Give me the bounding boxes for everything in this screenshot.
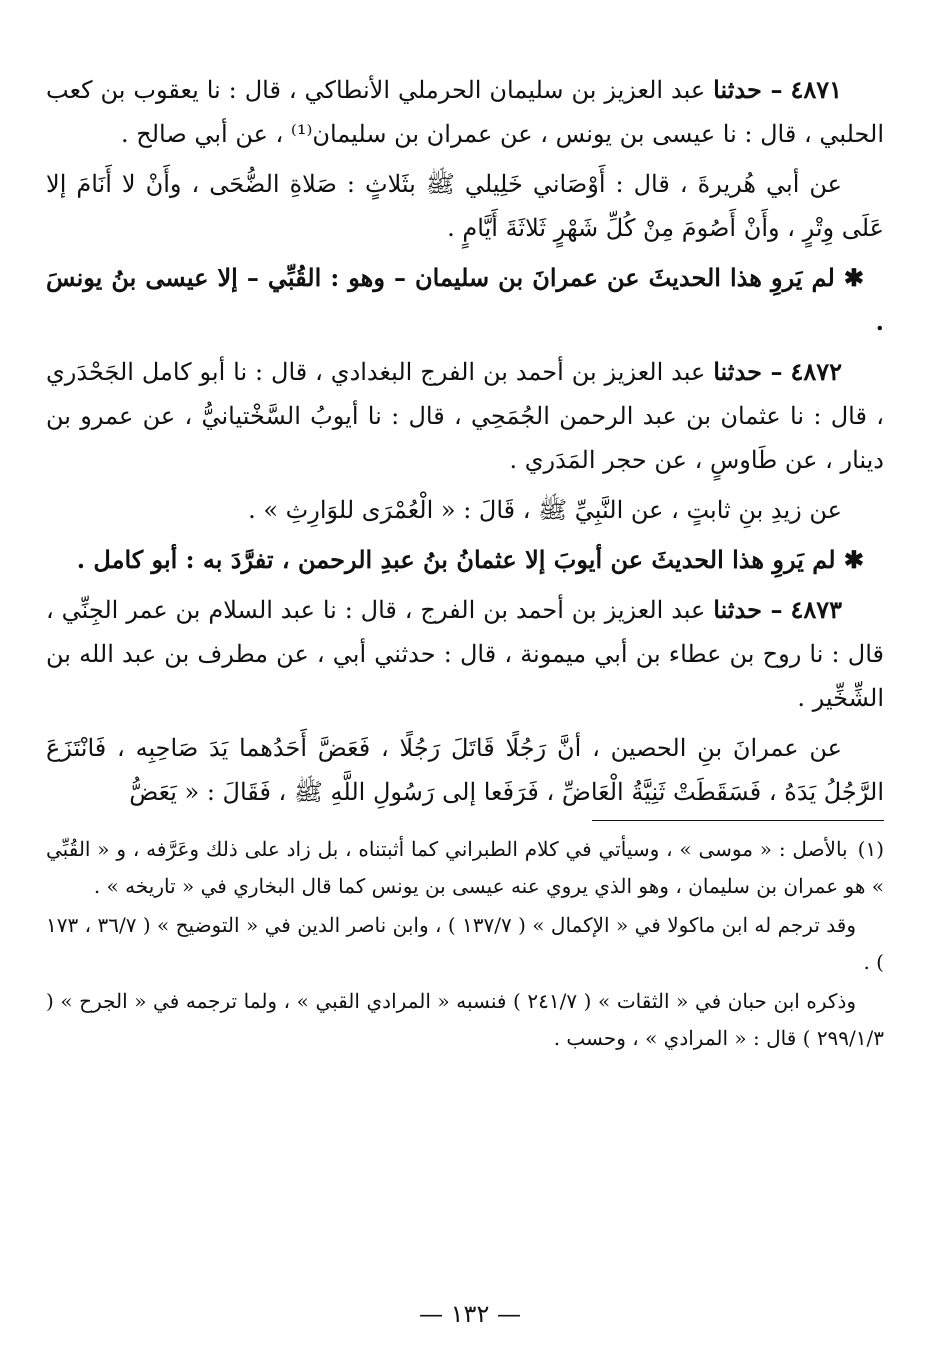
hadith-number: ٤٨٧٢ [790,357,842,386]
hadith-4873-matn: عن عمرانَ بنِ الحصين ، أنَّ رَجُلًا قَاتَلَ رَجُلًا ، فَعَضَّ أَحَدُهما يَدَ صَاحِبِه ، فَانْتَزَعَ الرَّجُلُ يَدَهُ ، فَسَقَطَتْ ثَنِيَّةُ الْعَاضِّ ، فَرَفَعا إلى رَسُولِ اللَّهِ ﷺ ، فَقَالَ : « يَعَضُّ [46,734,884,806]
footnote-text: بالأصل : « موسى » ، وسيأتي في كلام الطبراني كما أثبتناه ، بل زاد على ذلك وعَرَّفه ، و « القُبِّي » هو عمران بن سليمان ، وهو الذي يروي عنه عيسى بن يونس كما قال البخاري في « تاريخه » . [46,837,884,898]
hadith-number: ٤٨٧١ [790,75,842,104]
hadith-4871-note [46,256,884,344]
footnote-marker: (١) [857,837,884,861]
isnad-text: عبد العزيز بن أحمد بن الفرج البغدادي ، قال : نا أبو كامل الجَحْدَري ، قال : نا عثمان بن عبد الرحمن الجُمَحِي ، قال : نا أيوبُ السَّخْتيانيُّ ، عن عمرو بن دينار ، عن طَاوسٍ ، عن حجر المَدَري . [46,358,884,474]
hadith-4872-chain [46,350,884,482]
hadith-lead: – حدثنا [713,595,783,624]
footnote-1-continued: وقد ترجم له ابن ماكولا في « الإكمال » ( ١٣٧/٧ ) ، وابن ناصر الدين في « التوضيح » ( ٣٦/٧ ، ١٧٣ ) . [46,913,884,974]
isnad-text: عبد العزيز بن أحمد بن الفرج ، قال : نا عبد السلام بن عمر الجِنِّي ، قال : نا روح بن عطاء بن أبي ميمونة ، قال : حدثني أبي ، عن مطرف بن عبد الله بن الشِّخِّير . [46,596,884,712]
note-text: لم يَروِ هذا الحديثَ عن أيوبَ إلا عثمانُ بنُ عبدِ الرحمن ، تفرَّدَ به : أبو كامل . [76,545,836,574]
hadith-number: ٤٨٧٣ [790,595,842,624]
hadith-lead: – حدثنا [713,75,783,104]
page-number: — ١٣٢ — [419,1300,521,1328]
asterisk-icon: ✱ [843,545,864,574]
isnad-text: عبد العزيز بن سليمان الحرملي الأنطاكي ، قال : نا يعقوب بن كعب الحلبي ، قال : نا عيسى بن يونس ، عن عمران بن سليمان⁽¹⁾ ، عن أبي صالح . [46,76,884,148]
hadith-4871-chain [46,68,884,156]
footnote-divider [592,820,884,821]
asterisk-icon: ✱ [843,263,865,292]
hadith-4873-chain [46,588,884,720]
footnote-1-continued: وذكره ابن حبان في « الثقات » ( ٢٤١/٧ ) فنسبه « المرادي القبي » ، ولما ترجمه في « الجرح » ( ٢٩٩/١/٣ ) قال : « المرادي » ، وحسب . [46,989,884,1050]
hadith-lead: – حدثنا [713,357,783,386]
note-text: لم يَروِ هذا الحديثَ عن عمرانَ بن سليمان – وهو : القُبِّي – إلا عيسى بنُ يونسَ . [46,263,884,336]
hadith-4871-matn: عن أبي هُريرةَ ، قال : أَوْصَاني خَلِيلي ﷺ بثَلاثٍ : صَلاةِ الضُّحَى ، وأَنْ لا أَنَامَ إلا عَلَى وِتْرٍ ، وأَنْ أَصُومَ مِنْ كُلِّ شَهْرٍ ثَلاثَةَ أَيَّامٍ . [46,170,884,242]
hadith-4872-note [46,538,884,582]
footnote-1 [46,831,884,905]
hadith-4872-matn: عن زيدِ بنِ ثابتٍ ، عن النَّبِيِّ ﷺ ، قَالَ : « الْعُمْرَى للوَارِثِ » . [248,496,842,524]
